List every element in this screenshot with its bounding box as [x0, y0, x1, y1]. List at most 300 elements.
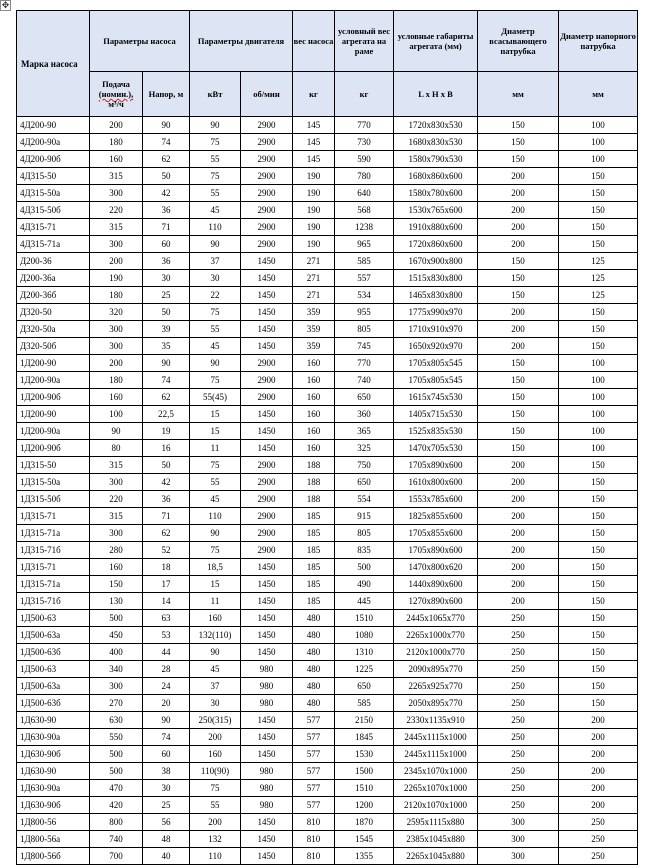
mark-cell: 4Д315-71: [17, 219, 90, 236]
dimensions-cell: 2265x1000x770: [394, 627, 478, 644]
pump-weight-cell: 810: [293, 848, 335, 865]
unit-weight-cell: 805: [335, 525, 394, 542]
pump-weight-cell: 185: [293, 525, 335, 542]
table-row: [17, 151, 638, 168]
mark-cell: 4Д315-50б: [17, 202, 90, 219]
speed-cell: 1450: [241, 559, 293, 576]
unit-weight-cell: 1870: [335, 814, 394, 831]
flow-header: [90, 72, 143, 117]
power-cell: 75: [190, 134, 241, 151]
discharge-cell: 150: [559, 321, 638, 338]
dimensions-cell: 1610x800x600: [394, 474, 478, 491]
unit-weight-cell: 1510: [335, 780, 394, 797]
power-cell: 15: [190, 423, 241, 440]
speed-cell: 1450: [241, 729, 293, 746]
discharge-cell: 150: [559, 168, 638, 185]
power-cell: 110: [190, 508, 241, 525]
table-row: [17, 814, 638, 831]
power-cell: 132: [190, 831, 241, 848]
flow-cell: 500: [90, 610, 143, 627]
discharge-cell: 150: [559, 185, 638, 202]
discharge-cell: 125: [559, 253, 638, 270]
discharge-cell: 200: [559, 797, 638, 814]
speed-unit-header: об/мин: [241, 72, 293, 117]
flow-cell: 300: [90, 338, 143, 355]
dimensions-cell: 1470x800x620: [394, 559, 478, 576]
unit-weight-cell: 740: [335, 372, 394, 389]
head-cell: 28: [143, 661, 190, 678]
discharge-cell: 100: [559, 134, 638, 151]
suction-cell: 150: [478, 440, 559, 457]
speed-cell: 2900: [241, 508, 293, 525]
unit-weight-cell: 835: [335, 542, 394, 559]
pump-weight-cell: 359: [293, 338, 335, 355]
flow-cell: 200: [90, 117, 143, 134]
dimensions-cell: 1705x805x545: [394, 355, 478, 372]
suction-cell: 150: [478, 355, 559, 372]
unit-weight-cell: 585: [335, 253, 394, 270]
flow-cell: 315: [90, 457, 143, 474]
power-cell: 132(110): [190, 627, 241, 644]
power-cell: 45: [190, 661, 241, 678]
mark-cell: 1Д200-90а: [17, 423, 90, 440]
mark-header: Марка насоса: [17, 11, 90, 117]
pump-weight-cell: 480: [293, 661, 335, 678]
table-row: [17, 457, 638, 474]
power-cell: 75: [190, 457, 241, 474]
power-cell: 37: [190, 678, 241, 695]
table-row: [17, 236, 638, 253]
suction-cell: 200: [478, 474, 559, 491]
head-cell: 19: [143, 423, 190, 440]
pump-weight-cell: 160: [293, 440, 335, 457]
suction-cell: 200: [478, 593, 559, 610]
suction-cell: 200: [478, 559, 559, 576]
unit-weight-cell: 500: [335, 559, 394, 576]
mark-cell: 1Д500-63б: [17, 695, 90, 712]
speed-cell: 2900: [241, 474, 293, 491]
suction-cell: 250: [478, 610, 559, 627]
power-cell: 55: [190, 321, 241, 338]
pump-params-header: Параметры насоса: [90, 11, 190, 72]
dimensions-cell: 1553x785x600: [394, 491, 478, 508]
head-cell: 71: [143, 508, 190, 525]
speed-cell: 1450: [241, 831, 293, 848]
mark-cell: 1Д630-90: [17, 712, 90, 729]
power-cell: 30: [190, 270, 241, 287]
mark-cell: 1Д200-90а: [17, 372, 90, 389]
suction-cell: 200: [478, 168, 559, 185]
dimensions-cell: 1650x920x970: [394, 338, 478, 355]
flow-cell: 300: [90, 474, 143, 491]
mark-cell: 4Д315-50: [17, 168, 90, 185]
pump-weight-cell: 188: [293, 457, 335, 474]
suction-cell: 250: [478, 695, 559, 712]
discharge-diameter-header: Диаметр напорного патрубка: [559, 11, 638, 72]
flow-cell: 400: [90, 644, 143, 661]
discharge-cell: 200: [559, 746, 638, 763]
pump-weight-cell: 359: [293, 321, 335, 338]
speed-cell: 980: [241, 797, 293, 814]
table-row: [17, 831, 638, 848]
pump-weight-cell: 359: [293, 304, 335, 321]
dimensions-cell: 1530x765x600: [394, 202, 478, 219]
table-row: [17, 746, 638, 763]
mark-cell: 4Д315-50а: [17, 185, 90, 202]
speed-cell: 2900: [241, 491, 293, 508]
table-row: [17, 712, 638, 729]
dimensions-cell: 1705x805x545: [394, 372, 478, 389]
discharge-cell: 100: [559, 117, 638, 134]
power-cell: 90: [190, 525, 241, 542]
head-cell: 50: [143, 304, 190, 321]
unit-weight-cell: 955: [335, 304, 394, 321]
head-cell: 50: [143, 457, 190, 474]
head-cell: 36: [143, 202, 190, 219]
speed-cell: 1450: [241, 423, 293, 440]
suction-cell: 150: [478, 287, 559, 304]
discharge-cell: 100: [559, 406, 638, 423]
speed-cell: 1450: [241, 814, 293, 831]
head-cell: 90: [143, 117, 190, 134]
dimensions-cell: 1720x860x600: [394, 236, 478, 253]
power-cell: 75: [190, 542, 241, 559]
head-cell: 74: [143, 729, 190, 746]
suction-unit-header: мм: [478, 72, 559, 117]
power-cell: 45: [190, 338, 241, 355]
mark-cell: 1Д315-71а: [17, 576, 90, 593]
table-row: [17, 117, 638, 134]
discharge-cell: 150: [559, 338, 638, 355]
dimensions-cell: 2265x1070x1000: [394, 780, 478, 797]
mark-cell: 1Д315-71: [17, 559, 90, 576]
suction-cell: 200: [478, 304, 559, 321]
speed-cell: 1450: [241, 712, 293, 729]
unit-weight-cell: 325: [335, 440, 394, 457]
pump-weight-header: вес насоса: [293, 11, 335, 72]
power-cell: 55: [190, 185, 241, 202]
speed-cell: 980: [241, 695, 293, 712]
table-row: [17, 695, 638, 712]
unit-weight-cell: 1238: [335, 219, 394, 236]
dimensions-cell: 1580x780x600: [394, 185, 478, 202]
suction-cell: 250: [478, 746, 559, 763]
pump-weight-cell: 577: [293, 797, 335, 814]
discharge-cell: 100: [559, 423, 638, 440]
suction-cell: 150: [478, 423, 559, 440]
head-cell: 62: [143, 525, 190, 542]
suction-cell: 300: [478, 848, 559, 865]
discharge-cell: 200: [559, 780, 638, 797]
power-cell: 75: [190, 168, 241, 185]
power-cell: 30: [190, 695, 241, 712]
power-cell: 250(315): [190, 712, 241, 729]
unit-weight-cell: 750: [335, 457, 394, 474]
discharge-cell: 150: [559, 542, 638, 559]
speed-cell: 2900: [241, 219, 293, 236]
dimensions-cell: 1580x790x530: [394, 151, 478, 168]
suction-cell: 200: [478, 457, 559, 474]
discharge-cell: 100: [559, 389, 638, 406]
flow-cell: 800: [90, 814, 143, 831]
pump-weight-cell: 160: [293, 355, 335, 372]
power-cell: 45: [190, 491, 241, 508]
mark-cell: 1Д200-90: [17, 355, 90, 372]
pump-weight-cell: 577: [293, 763, 335, 780]
speed-cell: 1450: [241, 287, 293, 304]
table-row: [17, 542, 638, 559]
motor-params-header: Параметры двигателя: [190, 11, 293, 72]
table-row: [17, 270, 638, 287]
dimensions-cell: 2445x1065x770: [394, 610, 478, 627]
unit-weight-header: условный вес агрегата на раме: [335, 11, 394, 72]
flow-cell: 150: [90, 576, 143, 593]
discharge-cell: 150: [559, 610, 638, 627]
mark-cell: Д320-50: [17, 304, 90, 321]
table-row: [17, 593, 638, 610]
speed-cell: 2900: [241, 372, 293, 389]
unit-weight-cell: 770: [335, 117, 394, 134]
unit-weight-cell: 650: [335, 474, 394, 491]
unit-weight-cell: 640: [335, 185, 394, 202]
mark-cell: Д320-50а: [17, 321, 90, 338]
head-cell: 16: [143, 440, 190, 457]
head-cell: 50: [143, 168, 190, 185]
head-cell: 35: [143, 338, 190, 355]
discharge-cell: 150: [559, 304, 638, 321]
speed-cell: 1450: [241, 270, 293, 287]
power-cell: 15: [190, 406, 241, 423]
suction-cell: 200: [478, 185, 559, 202]
suction-cell: 150: [478, 151, 559, 168]
discharge-cell: 100: [559, 355, 638, 372]
pump-weight-cell: 810: [293, 814, 335, 831]
flow-cell: 200: [90, 253, 143, 270]
suction-cell: 250: [478, 780, 559, 797]
head-cell: 48: [143, 831, 190, 848]
flow-cell: 100: [90, 406, 143, 423]
discharge-cell: 150: [559, 559, 638, 576]
suction-cell: 200: [478, 525, 559, 542]
flow-cell: 315: [90, 508, 143, 525]
unit-weight-cell: 1355: [335, 848, 394, 865]
mark-cell: 1Д500-63б: [17, 644, 90, 661]
dimensions-cell: 2345x1070x1000: [394, 763, 478, 780]
mark-cell: 1Д500-63а: [17, 627, 90, 644]
head-cell: 71: [143, 219, 190, 236]
discharge-cell: 150: [559, 576, 638, 593]
suction-cell: 200: [478, 542, 559, 559]
discharge-cell: 150: [559, 219, 638, 236]
dimensions-cell: 1470x705x530: [394, 440, 478, 457]
suction-cell: 150: [478, 389, 559, 406]
flow-cell: 280: [90, 542, 143, 559]
head-cell: 30: [143, 780, 190, 797]
dimensions-cell: 2265x925x770: [394, 678, 478, 695]
flow-cell: 130: [90, 593, 143, 610]
flow-cell: 700: [90, 848, 143, 865]
table-row: [17, 321, 638, 338]
power-cell: 45: [190, 202, 241, 219]
speed-cell: 2900: [241, 185, 293, 202]
dimensions-cell: 1515x830x800: [394, 270, 478, 287]
suction-cell: 150: [478, 270, 559, 287]
discharge-cell: 150: [559, 474, 638, 491]
dimensions-cell: 1825x855x600: [394, 508, 478, 525]
pump-weight-cell: 480: [293, 695, 335, 712]
unit-weight-cell: 585: [335, 695, 394, 712]
pump-weight-cell: 577: [293, 746, 335, 763]
dimensions-cell: 1670x900x800: [394, 253, 478, 270]
table-row: [17, 389, 638, 406]
flow-cell: 300: [90, 321, 143, 338]
suction-diameter-header: Диаметр всасывающего патрубка: [478, 11, 559, 72]
head-cell: 74: [143, 372, 190, 389]
speed-cell: 1450: [241, 338, 293, 355]
mark-cell: 1Д500-63: [17, 610, 90, 627]
flow-cell: 300: [90, 678, 143, 695]
speed-cell: 2900: [241, 525, 293, 542]
flow-cell: 270: [90, 695, 143, 712]
discharge-cell: 150: [559, 627, 638, 644]
discharge-cell: 150: [559, 202, 638, 219]
flow-cell: 300: [90, 185, 143, 202]
dimensions-cell: 2120x1000x770: [394, 644, 478, 661]
flow-cell: 740: [90, 831, 143, 848]
mark-cell: 1Д315-71: [17, 508, 90, 525]
flow-cell: 500: [90, 746, 143, 763]
dimensions-cell: 2265x1045x880: [394, 848, 478, 865]
pump-weight-unit-header: кг: [293, 72, 335, 117]
mark-cell: 1Д315-50б: [17, 491, 90, 508]
pump-weight-cell: 190: [293, 202, 335, 219]
power-cell: 37: [190, 253, 241, 270]
pump-weight-cell: 480: [293, 644, 335, 661]
suction-cell: 250: [478, 678, 559, 695]
pump-weight-cell: 188: [293, 491, 335, 508]
mark-cell: 1Д800-56а: [17, 831, 90, 848]
suction-cell: 150: [478, 372, 559, 389]
suction-cell: 250: [478, 627, 559, 644]
head-cell: 90: [143, 712, 190, 729]
discharge-cell: 125: [559, 270, 638, 287]
power-cell: 75: [190, 304, 241, 321]
power-cell: 90: [190, 355, 241, 372]
mark-cell: 1Д200-90б: [17, 440, 90, 457]
power-cell: 90: [190, 236, 241, 253]
flow-cell: 300: [90, 525, 143, 542]
pump-weight-cell: 160: [293, 406, 335, 423]
unit-weight-cell: 534: [335, 287, 394, 304]
suction-cell: 200: [478, 338, 559, 355]
speed-cell: 2900: [241, 355, 293, 372]
head-cell: 14: [143, 593, 190, 610]
flow-cell: 300: [90, 236, 143, 253]
table-move-handle[interactable]: ✥: [1, 0, 10, 10]
table-row: [17, 338, 638, 355]
flow-cell: 180: [90, 134, 143, 151]
pump-specs-table: [16, 10, 638, 865]
unit-weight-cell: 2150: [335, 712, 394, 729]
table-row: [17, 304, 638, 321]
dimensions-cell: 1615x745x530: [394, 389, 478, 406]
power-cell: 160: [190, 746, 241, 763]
flow-cell: 320: [90, 304, 143, 321]
speed-cell: 1450: [241, 627, 293, 644]
power-cell: 110: [190, 219, 241, 236]
speed-cell: 2900: [241, 151, 293, 168]
discharge-unit-header: мм: [559, 72, 638, 117]
mark-cell: 1Д800-56: [17, 814, 90, 831]
dimensions-cell: 2445x1115x1000: [394, 729, 478, 746]
speed-cell: 1450: [241, 576, 293, 593]
table-row: [17, 134, 638, 151]
pump-weight-cell: 271: [293, 287, 335, 304]
pump-weight-cell: 185: [293, 593, 335, 610]
speed-cell: 2900: [241, 117, 293, 134]
speed-cell: 1450: [241, 610, 293, 627]
dims-unit-header: L x H x B: [394, 72, 478, 117]
head-cell: 60: [143, 746, 190, 763]
head-cell: 38: [143, 763, 190, 780]
power-cell: 90: [190, 644, 241, 661]
power-cell: 18,5: [190, 559, 241, 576]
discharge-cell: 200: [559, 729, 638, 746]
flow-cell: 160: [90, 151, 143, 168]
unit-weight-unit-header: кг: [335, 72, 394, 117]
discharge-cell: 150: [559, 525, 638, 542]
dimensions-cell: 1680x860x600: [394, 168, 478, 185]
flow-cell: 220: [90, 202, 143, 219]
table-row: [17, 253, 638, 270]
pump-weight-cell: 480: [293, 610, 335, 627]
power-cell: 90: [190, 117, 241, 134]
power-cell: 55(45): [190, 389, 241, 406]
pump-weight-cell: 160: [293, 423, 335, 440]
speed-cell: 980: [241, 678, 293, 695]
speed-cell: 980: [241, 780, 293, 797]
flow-cell: 220: [90, 491, 143, 508]
mark-cell: Д200-36а: [17, 270, 90, 287]
mark-cell: 4Д315-71а: [17, 236, 90, 253]
discharge-cell: 100: [559, 151, 638, 168]
speed-cell: 2900: [241, 542, 293, 559]
discharge-cell: 150: [559, 457, 638, 474]
unit-weight-cell: 490: [335, 576, 394, 593]
pump-weight-cell: 145: [293, 134, 335, 151]
dimensions-cell: 2090x895x770: [394, 661, 478, 678]
flow-unit: м³/ч: [108, 99, 124, 109]
dimensions-cell: 1720x830x530: [394, 117, 478, 134]
table-row: [17, 185, 638, 202]
flow-cell: 420: [90, 797, 143, 814]
head-cell: 25: [143, 287, 190, 304]
discharge-cell: 150: [559, 644, 638, 661]
table-row: [17, 576, 638, 593]
table-row: [17, 372, 638, 389]
power-cell: 110: [190, 848, 241, 865]
unit-weight-cell: 650: [335, 389, 394, 406]
table-row: [17, 508, 638, 525]
head-cell: 60: [143, 236, 190, 253]
speed-cell: 1450: [241, 304, 293, 321]
table-row: [17, 423, 638, 440]
head-cell: 44: [143, 644, 190, 661]
flow-cell: 90: [90, 423, 143, 440]
discharge-cell: 250: [559, 814, 638, 831]
unit-weight-cell: 1845: [335, 729, 394, 746]
unit-weight-cell: 557: [335, 270, 394, 287]
